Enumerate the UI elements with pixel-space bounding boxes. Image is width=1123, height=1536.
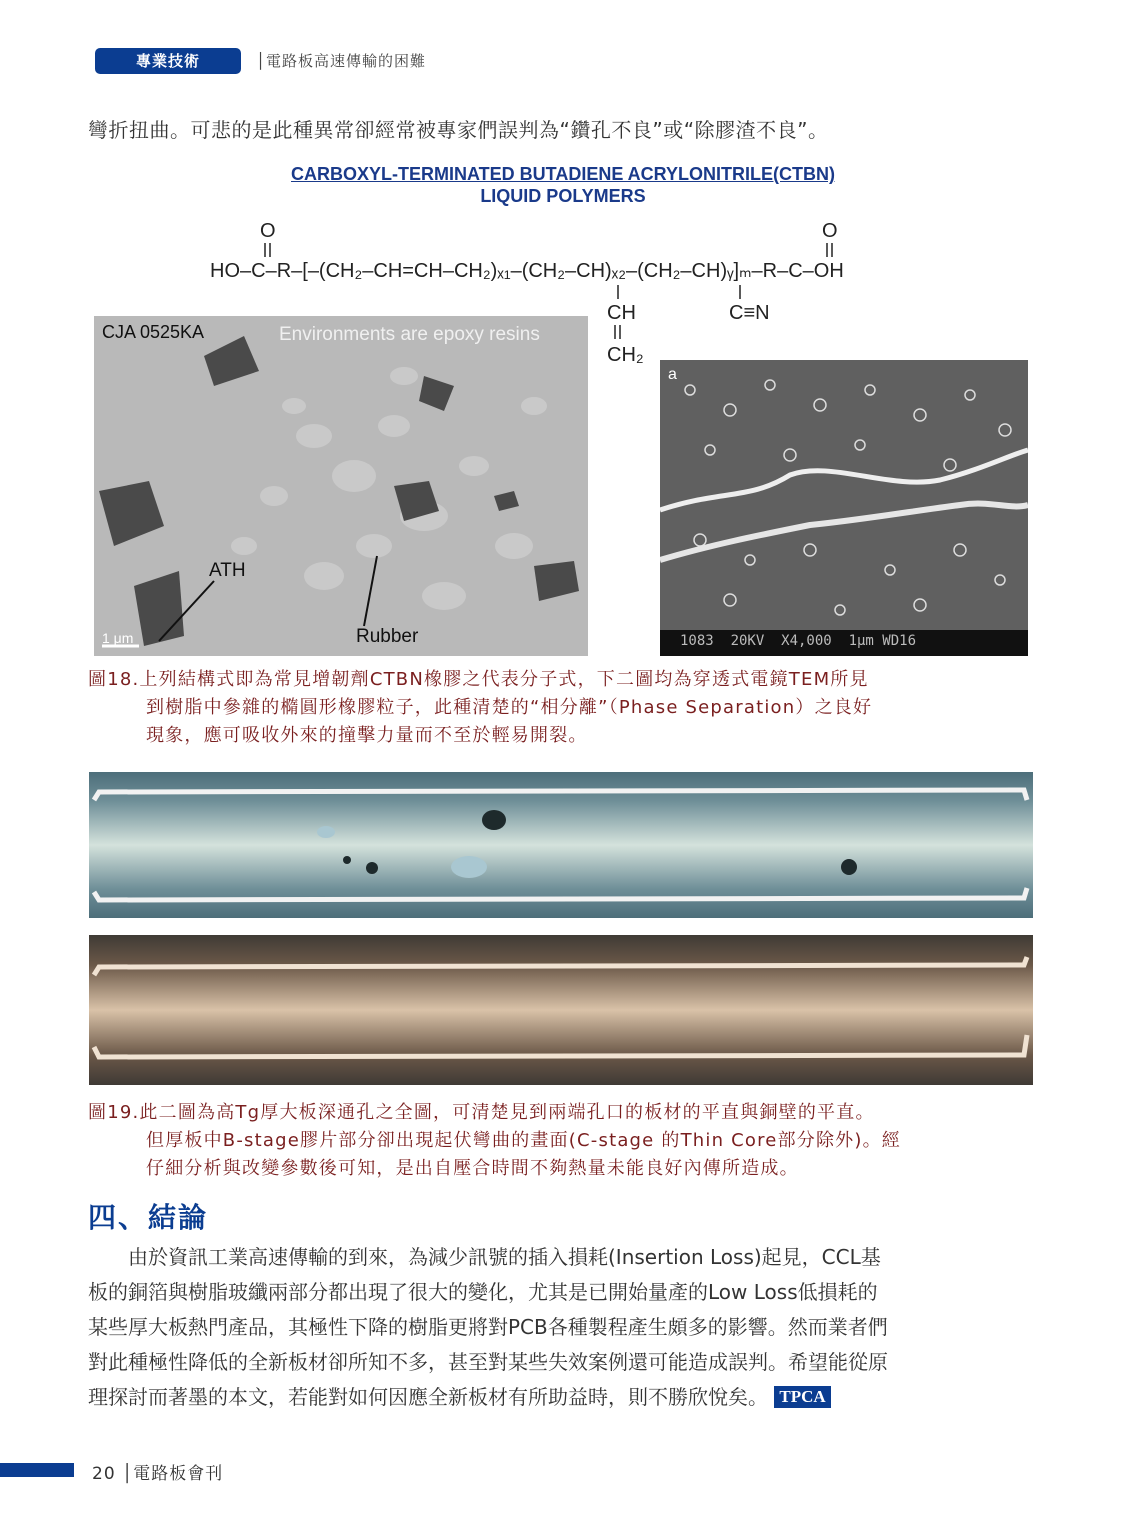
svg-text:O: O: [822, 220, 838, 242]
footer: [92, 1459, 223, 1484]
caption-line: 圖19.此二圖為高Tg厚大板深通孔之全圖，可清楚見到兩端孔口的板材的平直與銅壁的平直。: [88, 1102, 875, 1123]
caption-line: 仔細分析與改變參數後可知，是出自壓合時間不夠熱量未能良好內傳所造成。: [146, 1158, 799, 1179]
paragraph-line: 某些厚大板熱門產品，其極性下降的樹脂更將對PCB各種製程產生頗多的影響。然而業者們: [88, 1315, 888, 1339]
svg-text:C≡N: C≡N: [729, 302, 770, 324]
svg-text:CH: CH: [607, 302, 636, 324]
tem-texture: [94, 316, 588, 656]
section-tab: 專業技術: [95, 48, 241, 74]
ath-label: ATH: [209, 560, 246, 581]
rubber-label: Rubber: [356, 626, 419, 647]
caption-line: 圖18.上列結構式即為常見增韌劑CTBN橡膠之代表分子式，下二圖均為穿透式電鏡TEM所見: [88, 669, 869, 690]
cross-section-top-texture: [89, 772, 1033, 918]
section-heading: 四、結論: [88, 1201, 209, 1234]
conclusion-paragraph: [88, 1240, 1033, 1415]
sem-info-bar: 1083 20KV X4,000 1μm WD16: [680, 633, 917, 649]
sem-letter: a: [668, 366, 677, 383]
paragraph-line: 板的銅箔與樹脂玻纖兩部分都出現了很大的變化，尤其是已開始量產的Low Loss低損耗的: [88, 1280, 878, 1304]
sem-texture: [660, 360, 1028, 656]
paragraph-line: 由於資訊工業高速傳輸的到來，為減少訊號的插入損耗(Insertion Loss)起見，CCL基: [88, 1245, 881, 1269]
figure18-caption: [88, 666, 1038, 750]
tpca-end-badge: TPCA: [774, 1386, 830, 1408]
page-number: 20: [92, 1464, 116, 1484]
paragraph-line: 理探討而著墨的本文，若能對如何因應全新板材有所助益時，則不勝欣悅矣。: [88, 1385, 768, 1409]
caption-line: 現象，應可吸收外來的撞擊力量而不至於輕易開裂。: [146, 725, 588, 746]
caption-line: 到樹脂中參雜的橢圓形橡膠粒子，此種清楚的“相分離”（Phase Separation）之良好: [146, 697, 873, 718]
chem-title: [248, 163, 878, 207]
svg-text:CH₂: CH₂: [607, 344, 644, 366]
footer-bar: [0, 1463, 74, 1477]
chem-title-line2: LIQUID POLYMERS: [480, 186, 646, 206]
cross-section-image-top: [89, 772, 1033, 918]
svg-text:O: O: [260, 220, 276, 242]
scale-bar-label: 1 μm: [102, 630, 134, 646]
paragraph-line: 對此種極性降低的全新板材卻所知不多，甚至對某些失效案例還可能造成誤判。希望能從原: [88, 1350, 888, 1374]
tem-note-label: Environments are epoxy resins: [279, 324, 540, 345]
tem-image: [94, 316, 588, 656]
figure19-caption: [88, 1099, 1038, 1183]
caption-line: 但厚板中B-stage膠片部分卻出現起伏彎曲的畫面(C-stage 的Thin Core部分除外)。經: [146, 1130, 901, 1151]
cross-section-bottom-texture: [89, 935, 1033, 1085]
sem-image: [660, 360, 1028, 656]
journal-name: │電路板會刊: [122, 1464, 224, 1484]
svg-text:HO–C–R–[–(CH₂–CH=CH–CH₂)ₓ₁–(CH: HO–C–R–[–(CH₂–CH=CH–CH₂)ₓ₁–(CH₂–CH)ₓ₂–(CH₂–CH)ᵧ]ₘ–R–C–OH: [210, 260, 844, 282]
chem-title-line1: CARBOXYL-TERMINATED BUTADIENE ACRYLONITRILE(CTBN): [291, 164, 835, 184]
article-title: │電路板高速傳輸的困難: [256, 52, 427, 70]
cross-section-image-bottom: [89, 935, 1033, 1085]
intro-line: 彎折扭曲。可悲的是此種異常卻經常被專家們誤判為“鑽孔不良”或“除膠渣不良”。: [88, 118, 829, 142]
tem-id-label: CJA 0525KA: [102, 322, 205, 342]
